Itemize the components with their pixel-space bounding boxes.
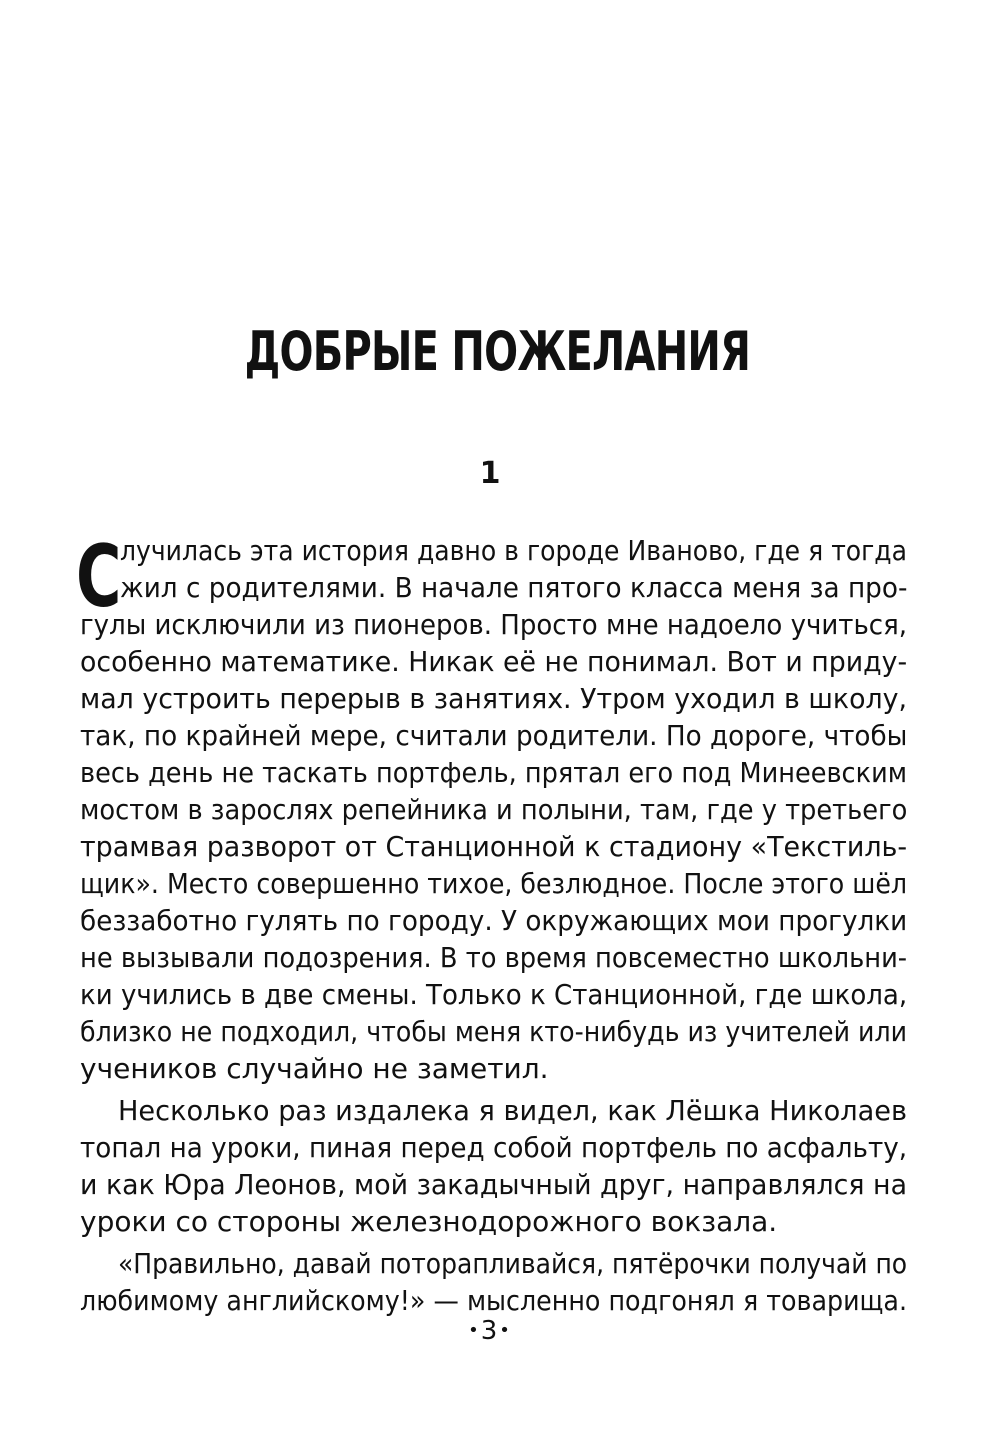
bullet-dot-left: • [468, 1320, 481, 1341]
text-line: не вызывали подозрения. В то время повсеместно школьни- [80, 941, 908, 974]
text-line: трамвая разворот от Станционной к стадиону «Текстиль- [80, 830, 908, 863]
text-line: топал на уроки, пиная перед собой портфель по асфальту, [80, 1131, 908, 1164]
drop-cap: С [76, 527, 122, 627]
bullet-dot-right: • [499, 1320, 512, 1341]
chapter-title: ДОБРЫЕ ПОЖЕЛАНИЯ [244, 320, 751, 383]
text-line: уроки со стороны железнодорожного вокзала. [80, 1205, 778, 1238]
text-line: так, по крайней мере, считали родители. По дороге, чтобы [80, 719, 908, 752]
text-line: беззаботно гулять по городу. У окружающих мои прогулки [80, 904, 908, 937]
text-line: учеников случайно не заметил. [80, 1052, 549, 1085]
text-line: и как Юра Леонов, мой закадычный друг, направлялся на [80, 1168, 907, 1201]
text-line: жил с родителями. В начале пятого класса меня за про- [120, 571, 908, 604]
text-line: лучилась эта история давно в городе Иваново, где я тогда [120, 534, 907, 567]
text-line: близко не подходил, чтобы меня кто-нибудь из учителей или [80, 1015, 907, 1048]
text-line: особенно математике. Никак её не понимал. Вот и приду- [80, 645, 908, 678]
text-line: «Правильно, давай поторапливайся, пятёрочки получай по [118, 1247, 908, 1280]
text-line: Несколько раз издалека я видел, как Лёшка Николаев [118, 1094, 908, 1127]
page-number-value: 3 [480, 1316, 500, 1346]
text-line: мостом в зарослях репейника и полыни, там, где у третьего [80, 793, 908, 826]
text-line: любимому английскому!» — мысленно подгонял я товарища. [80, 1284, 907, 1317]
section-number: 1 [479, 456, 501, 491]
text-line: гулы исключили из пионеров. Просто мне надоело учиться, [80, 608, 907, 641]
text-line: весь день не таскать портфель, прятал его под Минеевским [80, 756, 907, 789]
text-line: мал устроить перерыв в занятиях. Утром уходил в школу, [80, 682, 907, 715]
page-number [0, 1313, 980, 1352]
text-line: щик». Место совершенно тихое, безлюдное. После этого шёл [80, 867, 907, 900]
text-line: ки учились в две смены. Только к Станционной, где школа, [80, 978, 908, 1011]
